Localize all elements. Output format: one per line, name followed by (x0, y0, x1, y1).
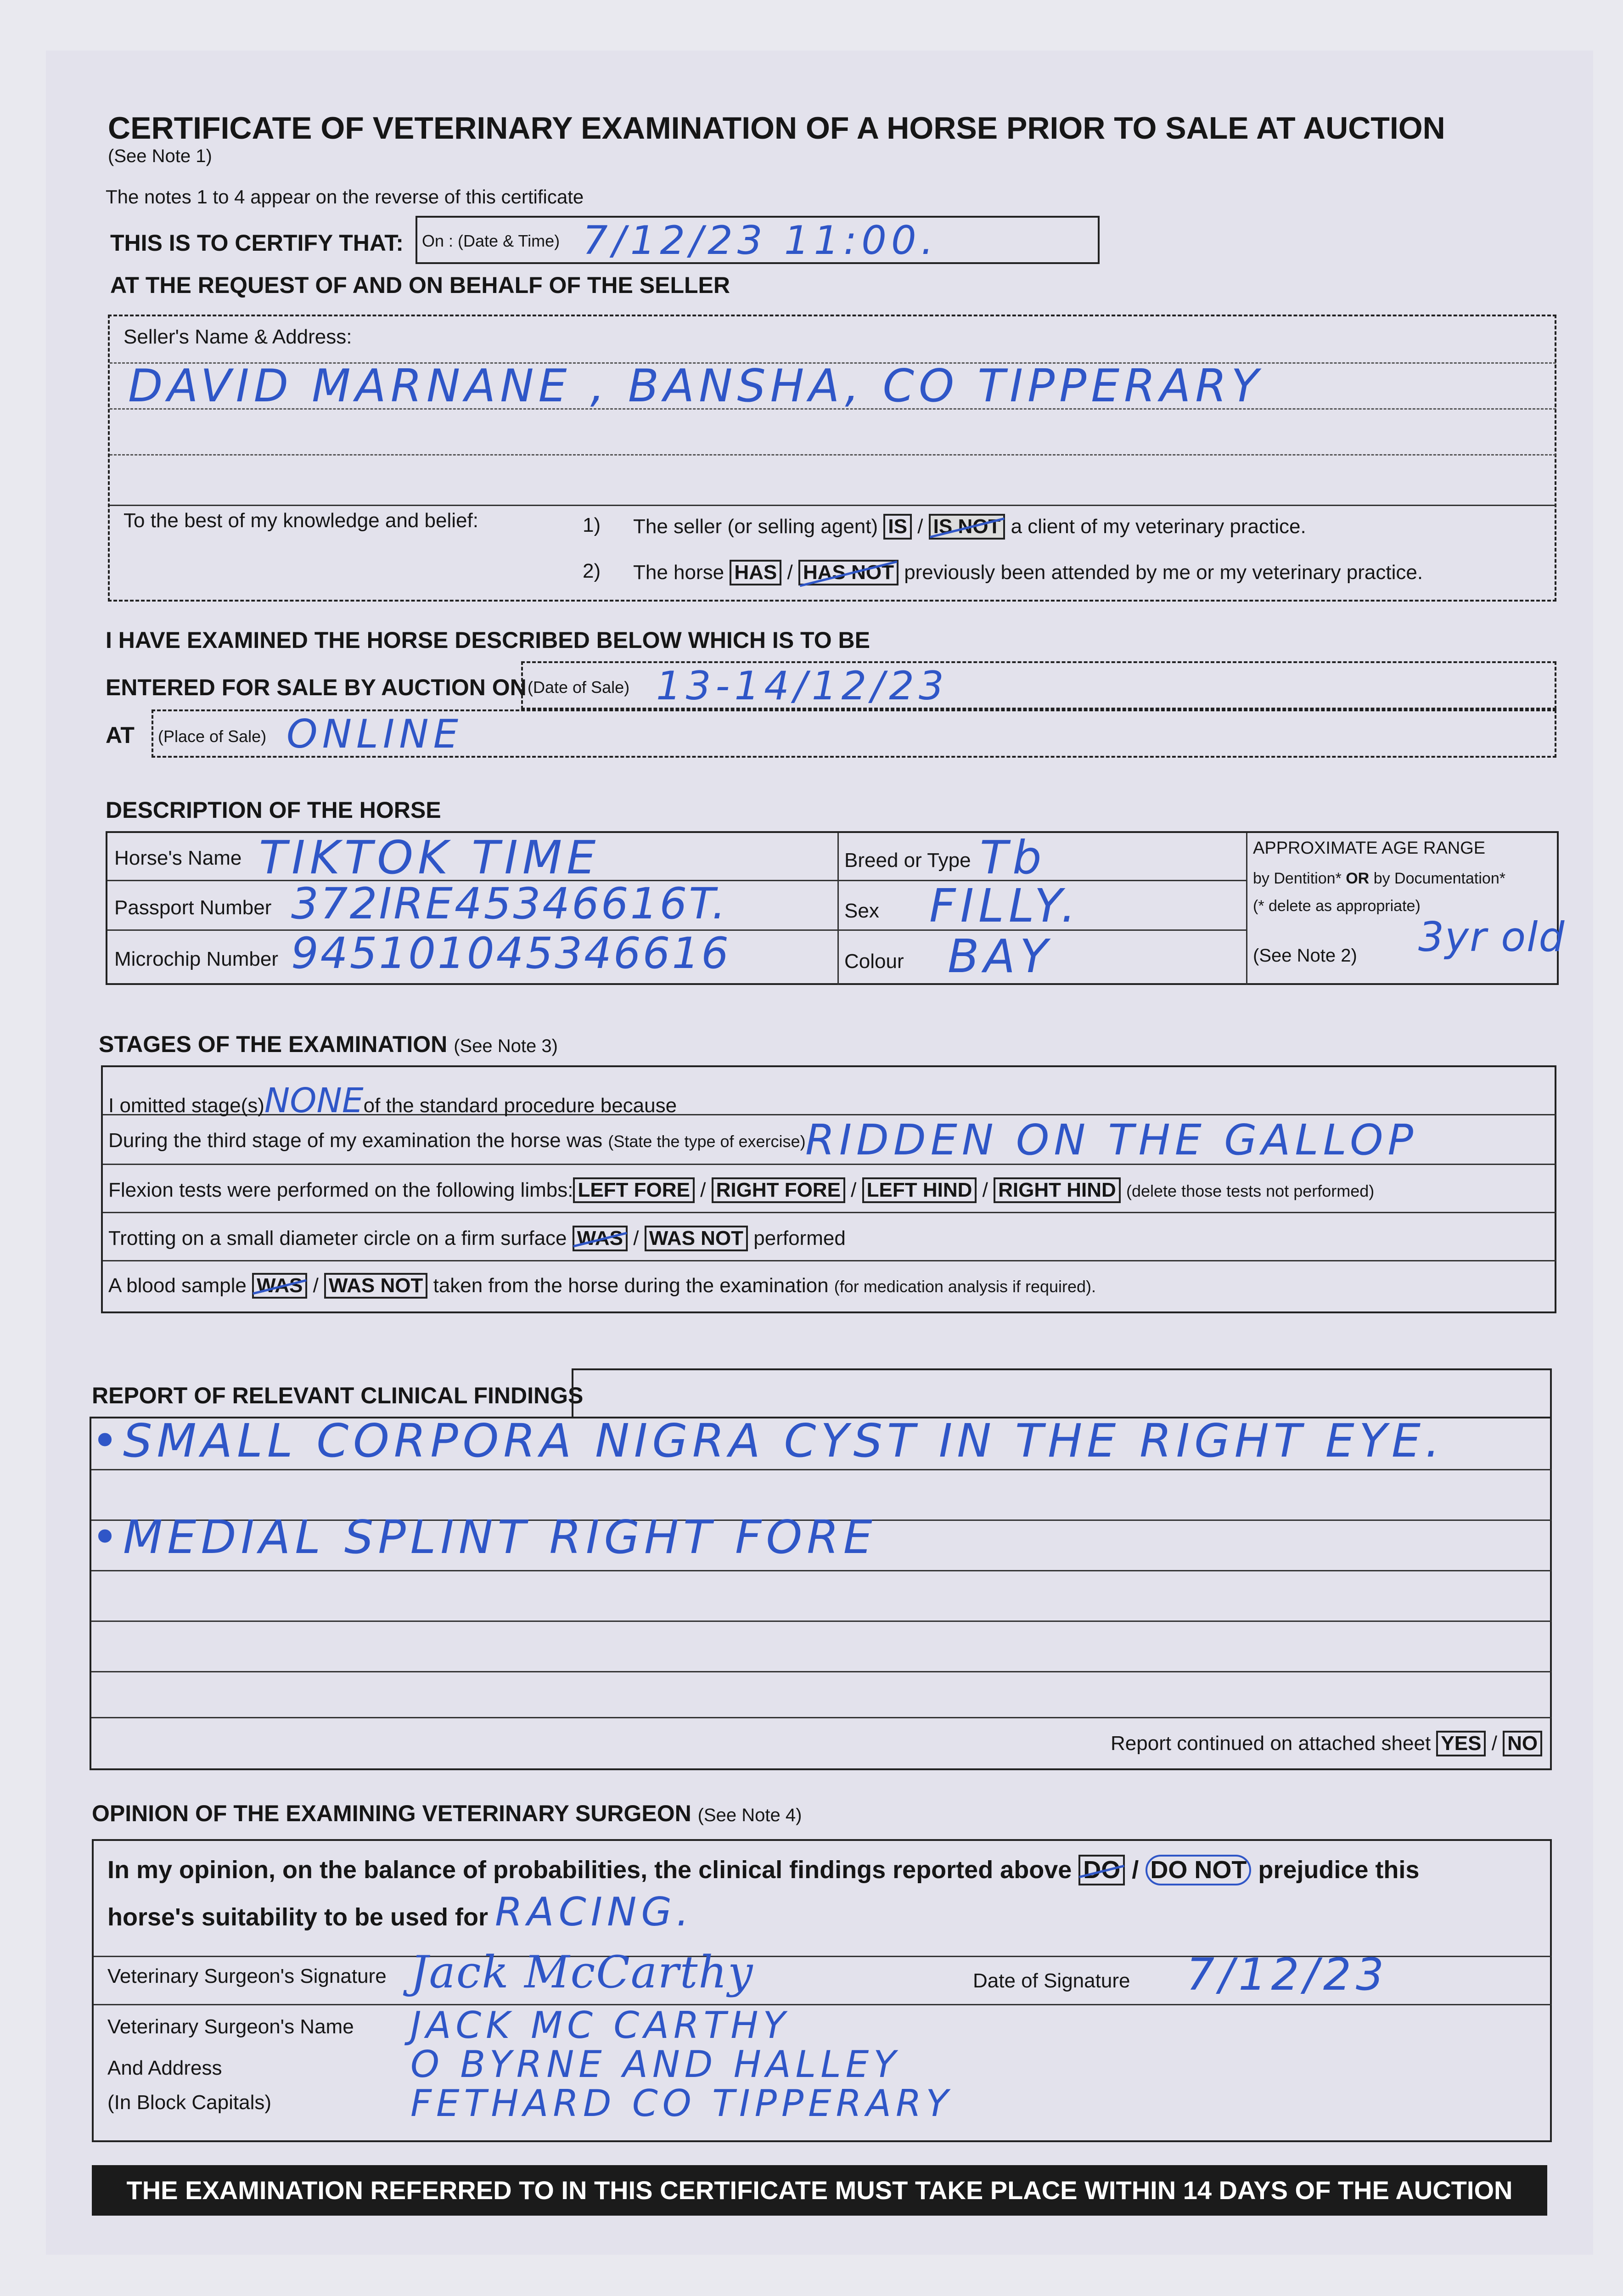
exam-datetime-value: 7/12/23 11:00. (583, 218, 938, 264)
see-note-1: (See Note 1) (108, 146, 212, 166)
request-label: AT THE REQUEST OF AND ON BEHALF OF THE SELLER (110, 272, 730, 298)
block-capitals-label: (In Block Capitals) (107, 2091, 272, 2114)
flexion-right-hind[interactable]: RIGHT HIND (994, 1177, 1121, 1203)
horse-description-table (106, 831, 1566, 985)
trotting-row: Trotting on a small diameter circle on a firm surface WAS / WAS NOT performed (108, 1226, 846, 1251)
sale-date-field[interactable] (521, 661, 1556, 709)
place-of-sale-label: (Place of Sale) (158, 727, 267, 746)
omitted-stages-value[interactable]: NONE (264, 1081, 364, 1120)
vet-name-line-2[interactable]: O BYRNE AND HALLEY (410, 2043, 901, 2086)
sex-value[interactable]: FILLY. (929, 879, 1080, 933)
do-not-option[interactable]: DO NOT (1146, 1855, 1251, 1885)
has-option[interactable]: HAS (730, 560, 781, 585)
finding-line-1[interactable]: •SMALL CORPORA NIGRA CYST IN THE RIGHT EYE. (91, 1414, 1444, 1468)
opinion-statement: In my opinion, on the balance of probabilities, the clinical findings reported above DO / DO NOT prejudice this (107, 1855, 1419, 1885)
opinion-title: OPINION OF THE EXAMINING VETERINARY SURGEON (See Note 4) (92, 1801, 802, 1826)
age-range-title: APPROXIMATE AGE RANGE (1253, 838, 1486, 858)
continued-yes[interactable]: YES (1436, 1731, 1486, 1756)
age-value[interactable]: 3yr old (1418, 913, 1566, 961)
on-date-time-label: On : (Date & Time) (422, 231, 560, 250)
signature-value[interactable]: Jack McCarthy (410, 1947, 754, 1998)
flexion-left-hind[interactable]: LEFT HIND (862, 1177, 977, 1203)
vet-name-line-1[interactable]: JACK MC CARTHY (410, 2004, 790, 2047)
flexion-row: Flexion tests were performed on the following limbs: LEFT FORE / RIGHT FORE / LEFT HIND / RIGHT HIND (delete those tests not performed) (108, 1177, 1374, 1203)
seller-name-label: Seller's Name & Address: (124, 326, 352, 348)
blood-was[interactable]: WAS (252, 1273, 307, 1299)
microchip-value[interactable]: 945101045346616 (291, 929, 731, 979)
date-of-signature-value[interactable]: 7/12/23 (1186, 1949, 1389, 2000)
vet-address-label: And Address (107, 2057, 222, 2079)
sale-date-value: 13-14/12/23 (656, 663, 949, 709)
continued-no[interactable]: NO (1503, 1731, 1542, 1756)
seller-client-statement: The seller (or selling agent) IS / IS NOT a client of my veterinary practice. (633, 514, 1306, 540)
is-option[interactable]: IS (883, 514, 912, 540)
report-continued-row: Report continued on attached sheet YES / NO (1111, 1731, 1542, 1756)
vet-name-line-3[interactable]: FETHARD CO TIPPERARY (410, 2082, 953, 2125)
trotting-was-not[interactable]: WAS NOT (645, 1226, 748, 1251)
knowledge-label: To the best of my knowledge and belief: (124, 509, 478, 532)
suitability-line: horse's suitability to be used for RACING. (107, 1889, 694, 1935)
horse-name-label: Horse's Name (114, 847, 242, 869)
microchip-label: Microchip Number (114, 948, 278, 970)
do-option[interactable]: DO (1078, 1855, 1125, 1885)
age-method: by Dentition* OR by Documentation* (1253, 870, 1505, 887)
date-of-sale-label: (Date of Sale) (528, 678, 630, 697)
findings-title: REPORT OF RELEVANT CLINICAL FINDINGS (92, 1383, 584, 1408)
notes-reference: The notes 1 to 4 appear on the reverse of this certificate (106, 186, 584, 208)
blood-sample-row: A blood sample WAS / WAS NOT taken from the horse during the examination (for medication analysis if required). (108, 1273, 1096, 1299)
examined-label: I HAVE EXAMINED THE HORSE DESCRIBED BELOW WHICH IS TO BE (106, 627, 870, 653)
colour-value[interactable]: BAY (948, 929, 1053, 983)
signature-label: Veterinary Surgeon's Signature (107, 1965, 387, 1987)
certify-label: THIS IS TO CERTIFY THAT: (110, 230, 404, 256)
item1-num: 1) (583, 514, 601, 536)
age-see-note-2: (See Note 2) (1253, 945, 1357, 966)
findings-box (90, 1414, 1552, 1770)
exam-datetime-field[interactable] (416, 216, 1100, 264)
stages-table (101, 1065, 1556, 1313)
sale-place-value: ONLINE (286, 711, 463, 757)
trotting-was[interactable]: WAS (573, 1226, 628, 1251)
horse-attended-statement: The horse HAS / HAS NOT previously been attended by me or my veterinary practice. (633, 560, 1423, 585)
is-not-option[interactable]: IS NOT (929, 514, 1005, 540)
horse-name-value[interactable]: TIKTOK TIME (259, 831, 601, 884)
breed-label: Breed or Type (844, 849, 971, 872)
third-stage-value[interactable]: RIDDEN ON THE GALLOP (805, 1115, 1418, 1165)
item2-num: 2) (583, 560, 601, 582)
intended-use-value[interactable]: RACING. (495, 1889, 694, 1935)
entered-for-sale-label: ENTERED FOR SALE BY AUCTION ON (106, 675, 527, 700)
vet-name-label: Veterinary Surgeon's Name (107, 2015, 354, 2038)
seller-name-value[interactable]: DAVID MARNANE , BANSHA, CO TIPPERARY (128, 360, 1264, 412)
seller-box (108, 315, 1556, 602)
flexion-right-fore[interactable]: RIGHT FORE (712, 1177, 845, 1203)
passport-label: Passport Number (114, 896, 272, 919)
third-stage-row: During the third stage of my examination the horse was (State the type of exercise) (108, 1129, 806, 1152)
omitted-stages-row: I omitted stage(s)NONEof the standard procedure because (108, 1081, 677, 1120)
footer-banner: THE EXAMINATION REFERRED TO IN THIS CERTIFICATE MUST TAKE PLACE WITHIN 14 DAYS OF THE AUCTION (92, 2165, 1547, 2216)
certificate-title: CERTIFICATE OF VETERINARY EXAMINATION OF A HORSE PRIOR TO SALE AT AUCTION (108, 111, 1445, 146)
findings-title-box (572, 1368, 1552, 1417)
age-delete-note: (* delete as appropriate) (1253, 897, 1421, 915)
opinion-box (92, 1839, 1552, 2142)
finding-line-2[interactable]: •MEDIAL SPLINT RIGHT FORE (91, 1510, 877, 1564)
at-label: AT (106, 722, 135, 748)
description-title: DESCRIPTION OF THE HORSE (106, 797, 441, 823)
flexion-left-fore[interactable]: LEFT FORE (573, 1177, 694, 1203)
colour-label: Colour (844, 950, 904, 973)
date-of-signature-label: Date of Signature (973, 1970, 1130, 1992)
sex-label: Sex (844, 900, 879, 922)
blood-was-not[interactable]: WAS NOT (324, 1273, 427, 1299)
stages-title: STAGES OF THE EXAMINATION (See Note 3) (99, 1031, 558, 1057)
sale-place-field[interactable] (152, 709, 1556, 758)
breed-value[interactable]: Tb (980, 831, 1046, 884)
passport-value[interactable]: 372IRE45346616T. (291, 879, 728, 929)
has-not-option[interactable]: HAS NOT (798, 560, 899, 585)
